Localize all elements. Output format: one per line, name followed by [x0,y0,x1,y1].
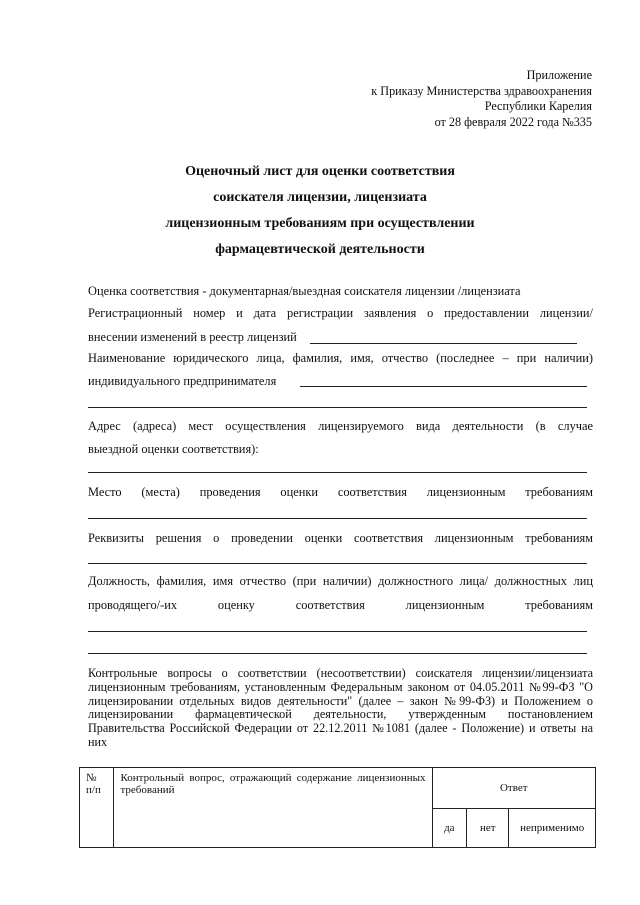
decision-blank[interactable] [88,563,587,564]
entity-label-line1: Наименование юридического лица, фамилия, имя, отчество (последнее – при наличии) [88,351,593,365]
assessment-type-label: Оценка соответствия - документарная/выездная соискателя лицензии /лицензиата [88,284,521,298]
place-blank[interactable] [88,518,587,519]
title-line: лицензионным требованиям при осуществлении [165,216,475,231]
appendix-line: Республики Карелия [484,99,592,113]
column-header-number: № п/п [80,768,114,848]
registration-label-line1: Регистрационный номер и дата регистрации заявления о предоставлении лицензии/ [88,306,593,320]
entity-blank-2[interactable] [88,407,587,408]
appendix-line: Приложение [526,68,592,82]
document-title [0,159,640,263]
column-header-answer: Ответ [432,768,595,809]
appendix-line: от 28 февраля 2022 года №335 [434,114,592,129]
address-label-line2: выездной оценки соответствия): [88,442,259,456]
answer-option-yes: да [432,809,466,848]
entity-label-line2: индивидуального предпринимателя [88,374,277,388]
official-label-line2: проводящего/-их оценку соответствия лицензионным требованиям [88,598,593,612]
registration-label-line2: внесении изменений в реестр лицензий [88,330,297,344]
answer-option-not-applicable: неприменимо [509,809,596,848]
address-blank[interactable] [88,472,587,473]
column-header-question [114,768,432,848]
address-label-line1: Адрес (адреса) мест осуществления лицензируемого вида деятельности (в случае [88,419,593,433]
appendix-header [371,68,592,130]
decision-label: Реквизиты решения о проведении оценки соответствия лицензионным требованиям [88,531,593,545]
answer-option-no: нет [467,809,509,848]
official-blank-1[interactable] [88,631,587,632]
official-label-line1: Должность, фамилия, имя отчество (при наличии) должностного лица/ должностных лиц [88,574,593,588]
entity-blank-1[interactable] [300,386,587,387]
place-label: Место (места) проведения оценки соответствия лицензионным требованиям [88,485,593,499]
title-line: соискателя лицензии, лицензиата [213,190,427,205]
registration-blank[interactable] [310,343,577,344]
title-line: Оценочный лист для оценки соответствия [185,164,455,179]
control-questions-paragraph: Контрольные вопросы о соответствии (несоответствии) соискателя лицензии/лицензиата лицензионным требованиям, установленным Федеральным законом от 04.05.2011 №99-ФЗ "О лицензировании отдельных видов деятельности" (далее – закон №99-ФЗ) и Положением о лицензировании фармацевтической деятельности, утвержденным постановлением Правительства Российской Федерации от 22.12.2011 №1081 (далее - Положение) и ответы на них [88,666,593,749]
title-line: фармацевтической деятельности [215,242,425,257]
column-header-question-text: Контрольный вопрос, отражающий содержание лицензионных требований [120,772,426,796]
checklist-table [79,767,596,848]
official-blank-2[interactable] [88,653,587,654]
appendix-line: к Приказу Министерства здравоохранения [371,83,592,98]
